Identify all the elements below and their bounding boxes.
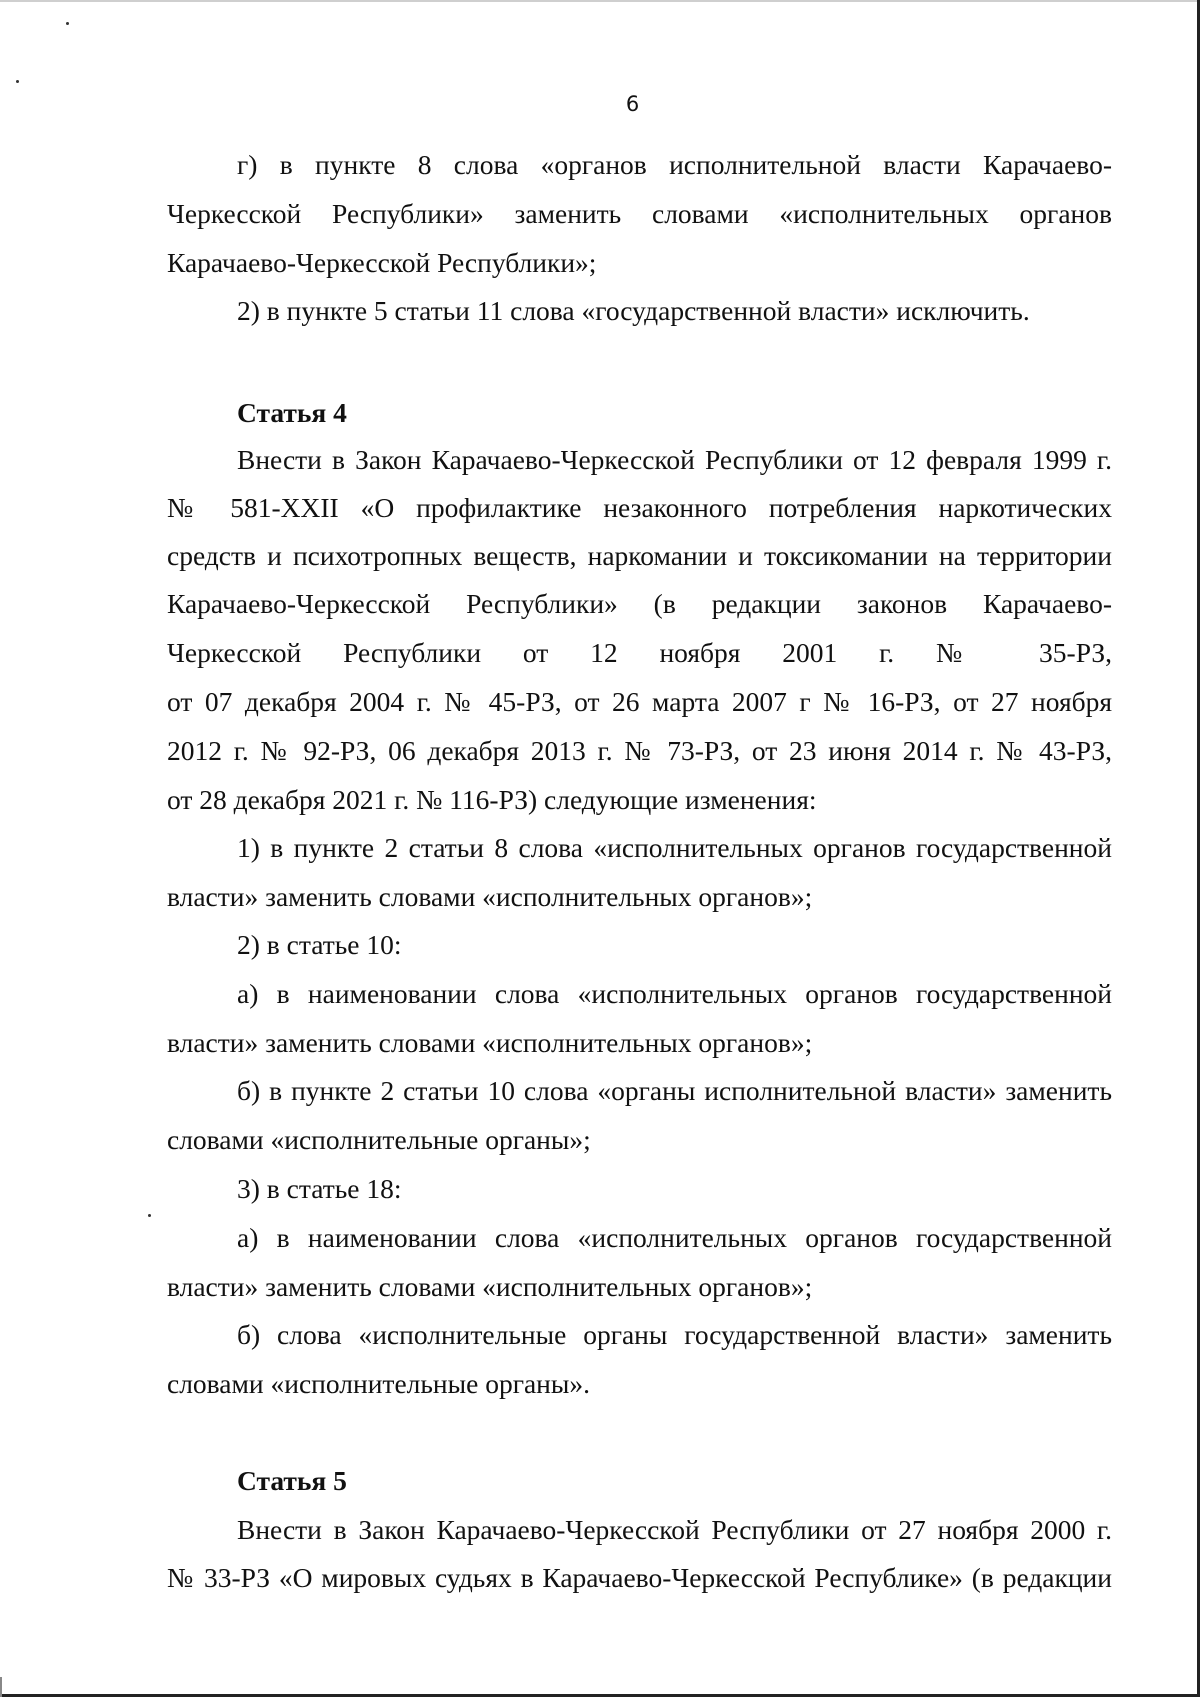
scan-speck — [148, 1214, 151, 1217]
text-line: средств и психотропных веществ, наркомании и токсикомании на территории — [167, 540, 1112, 571]
text-line: Внести в Закон Карачаево-Черкесской Республики от 27 ноября 2000 г. — [237, 1514, 1112, 1545]
scan-top-edge — [0, 0, 1200, 2]
text-line: словами «исполнительные органы». — [167, 1368, 591, 1399]
text-line: власти» заменить словами «исполнительных органов»; — [167, 881, 813, 912]
text-line: Черкесской Республики» заменить словами «исполнительных органов — [167, 198, 1112, 229]
text-line: словами «исполнительные органы»; — [167, 1124, 591, 1155]
text-line: 2) в статье 10: — [237, 929, 402, 960]
text-line: г) в пункте 8 слова «органов исполнительной власти Карачаево- — [237, 149, 1112, 180]
text-line: Черкесской Республики от 12 ноября 2001 г. № 35-РЗ, — [167, 637, 1112, 668]
text-line: № 33-РЗ «О мировых судьях в Карачаево-Черкесской Республике» (в редакции — [167, 1562, 1112, 1593]
page-number: 6 — [625, 92, 640, 116]
text-line: б) в пункте 2 статьи 10 слова «органы исполнительной власти» заменить — [237, 1075, 1112, 1106]
article-heading: Статья 4 — [237, 397, 347, 428]
text-line: 1) в пункте 2 статьи 8 слова «исполнительных органов государственной — [237, 832, 1112, 863]
scan-speck — [16, 80, 19, 83]
text-line: б) слова «исполнительные органы государственной власти» заменить — [237, 1319, 1112, 1350]
text-line: а) в наименовании слова «исполнительных органов государственной — [237, 1222, 1112, 1253]
text-line: от 07 декабря 2004 г. № 45-РЗ, от 26 марта 2007 г № 16-РЗ, от 27 ноября — [167, 686, 1112, 717]
text-line: 3) в статье 18: — [237, 1173, 402, 1204]
text-line: № 581-XXII «О профилактике незаконного потребления наркотических — [167, 492, 1112, 523]
text-line: а) в наименовании слова «исполнительных органов государственной — [237, 978, 1112, 1009]
text-line: Карачаево-Черкесской Республики» (в редакции законов Карачаево- — [167, 588, 1112, 619]
scan-speck — [66, 22, 69, 25]
text-line: Карачаево-Черкесской Республики»; — [167, 247, 597, 278]
text-line: 2012 г. № 92-РЗ, 06 декабря 2013 г. № 73-РЗ, от 23 июня 2014 г. № 43-РЗ, — [167, 735, 1112, 766]
scan-left-corner-edge — [0, 1677, 2, 1697]
text-line: власти» заменить словами «исполнительных органов»; — [167, 1271, 813, 1302]
text-line: Внести в Закон Карачаево-Черкесской Республики от 12 февраля 1999 г. — [237, 444, 1112, 475]
text-line: от 28 декабря 2021 г. № 116-РЗ) следующие изменения: — [167, 784, 817, 815]
text-line: 2) в пункте 5 статьи 11 слова «государственной власти» исключить. — [237, 295, 1030, 326]
article-heading: Статья 5 — [237, 1465, 347, 1496]
text-line: власти» заменить словами «исполнительных органов»; — [167, 1027, 813, 1058]
